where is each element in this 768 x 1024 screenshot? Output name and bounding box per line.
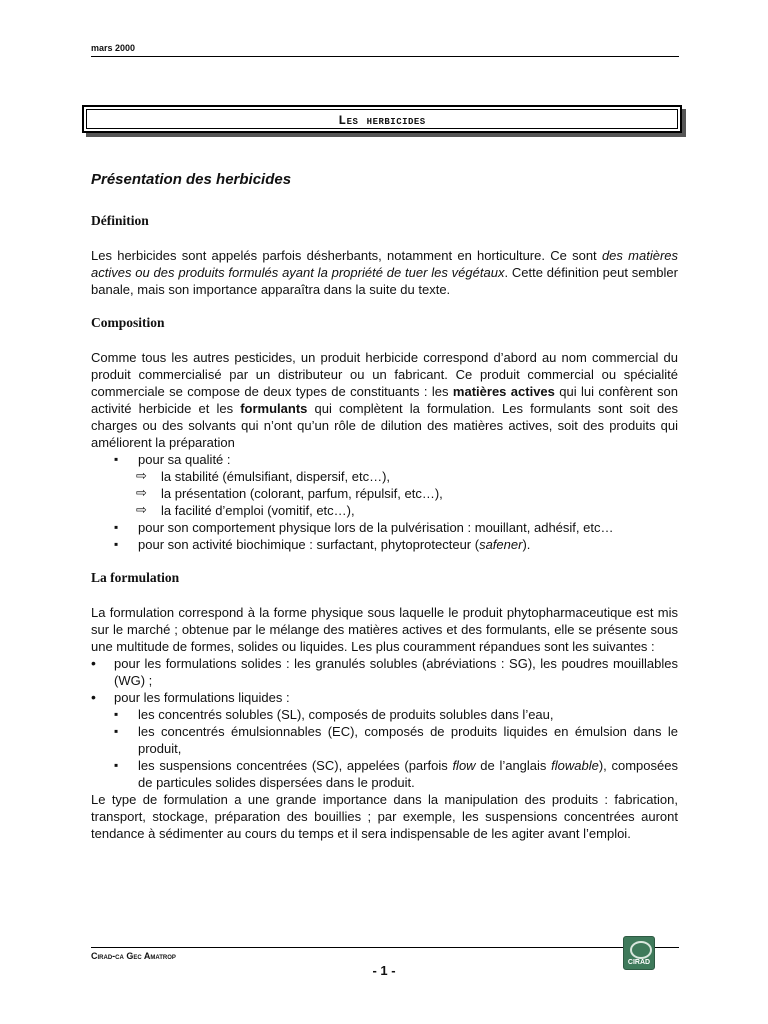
composition-bold-formulants: formulants bbox=[240, 401, 308, 416]
page-number: - 1 - bbox=[372, 963, 396, 978]
section-title: Présentation des herbicides bbox=[91, 171, 292, 188]
definition-emphasis: des matières actives ou des produits formulés ayant la propriété de tuer les végétaux bbox=[91, 248, 679, 280]
composition-heading: Composition bbox=[91, 315, 165, 330]
composition-text-3: qui complètent la formulation. Les formulants sont soit des charges ou des solvants qui n’ont qu’un rôle de dilution des matières actives, soit des produits qui améliorent la préparation bbox=[91, 401, 678, 450]
composition-text-1: Comme tous les autres pesticides, un produit herbicide correspond d’abord au nom commercial du produit commercialisé par un distributeur ou un fabricant. Ce produit commercial ou spécialité commerciale se compose de deux types de constituants : les bbox=[91, 350, 678, 399]
formulation-intro: La formulation correspond à la forme physique sous laquelle le produit phytopharmaceutique est mis sur le marché ; obtenue par le mélange des matières actives et des formulants, elle se présente sous une multitude de formes, solides ou liquides. Les plus couramment répandues sont les suivantes : bbox=[91, 605, 678, 654]
list-item-sl: ▪ les concentrés solubles (SL), composés de produits solubles dans l’eau, bbox=[91, 706, 678, 723]
composition-paragraph bbox=[91, 349, 678, 451]
title-box bbox=[82, 105, 682, 133]
sc-text-3: ), composées de particules solides dispersées dans le produit. bbox=[138, 758, 678, 790]
footer-organization: Cirad-ca Gec Amatrop bbox=[91, 951, 176, 961]
list-item-presentation: ⇨ la présentation (colorant, parfum, répulsif, etc…), bbox=[91, 485, 678, 502]
sc-emphasis-flowable: flowable bbox=[551, 758, 599, 773]
list-item-behaviour: ▪ pour son comportement physique lors de la pulvérisation : mouillant, adhésif, etc… bbox=[91, 519, 678, 536]
biochem-emphasis: safener bbox=[479, 537, 523, 552]
biochem-text-2: ). bbox=[522, 537, 531, 552]
list-item-quality: ▪ pour sa qualité : bbox=[91, 451, 678, 468]
list-item-ease: ⇨ la facilité d’emploi (vomitif, etc…), bbox=[91, 502, 678, 519]
header-rule bbox=[91, 56, 679, 57]
sc-text-2: de l’anglais bbox=[475, 758, 552, 773]
list-item-stability: ⇨ la stabilité (émulsifiant, dispersif, etc…), bbox=[91, 468, 678, 485]
list-item-sc bbox=[91, 757, 678, 791]
footer-rule bbox=[91, 947, 679, 948]
definition-paragraph bbox=[91, 247, 678, 298]
logo-rings-icon bbox=[630, 941, 652, 959]
composition-text-2: qui lui confèrent son activité herbicide et les bbox=[91, 384, 678, 416]
list-item-solid: • pour les formulations solides : les granulés solubles (abréviations : SG), les poudres mouillables (WG) ; bbox=[91, 655, 678, 689]
document-body bbox=[91, 170, 678, 842]
logo-text: CIRAD bbox=[627, 959, 651, 966]
definition-heading: Définition bbox=[91, 213, 149, 228]
formulation-list bbox=[91, 655, 678, 791]
definition-text-2: . Cette définition peut sembler banale, mais son importance apparaîtra dans la suite du texte. bbox=[91, 265, 678, 297]
list-item-biochem bbox=[91, 536, 678, 553]
sc-emphasis-flow: flow bbox=[452, 758, 476, 773]
document-title: Les herbicides bbox=[338, 113, 426, 128]
formulation-conclusion: Le type de formulation a une grande importance dans la manipulation des produits : fabrication, transport, stockage, préparation des bouillies ; par exemple, les suspensions concentrées auront tendance à sédimenter au cours du temps et il sera indispensable de les agiter avant l’emploi. bbox=[91, 792, 678, 841]
list-item-ec: ▪ les concentrés émulsionnables (EC), composés de produits liquides en émulsion dans le produit, bbox=[91, 723, 678, 757]
biochem-text-1: pour son activité biochimique : surfactant, phytoprotecteur ( bbox=[138, 537, 480, 552]
composition-bold-active: matières actives bbox=[452, 384, 555, 399]
definition-text-1: Les herbicides sont appelés parfois désherbants, notamment en horticulture. Ce sont bbox=[91, 248, 602, 263]
list-item-liquid: • pour les formulations liquides : bbox=[91, 689, 678, 706]
header-date: mars 2000 bbox=[91, 43, 136, 53]
sc-text-1: les suspensions concentrées (SC), appelées (parfois bbox=[138, 758, 453, 773]
composition-list bbox=[91, 451, 678, 553]
formulation-heading: La formulation bbox=[91, 570, 180, 585]
